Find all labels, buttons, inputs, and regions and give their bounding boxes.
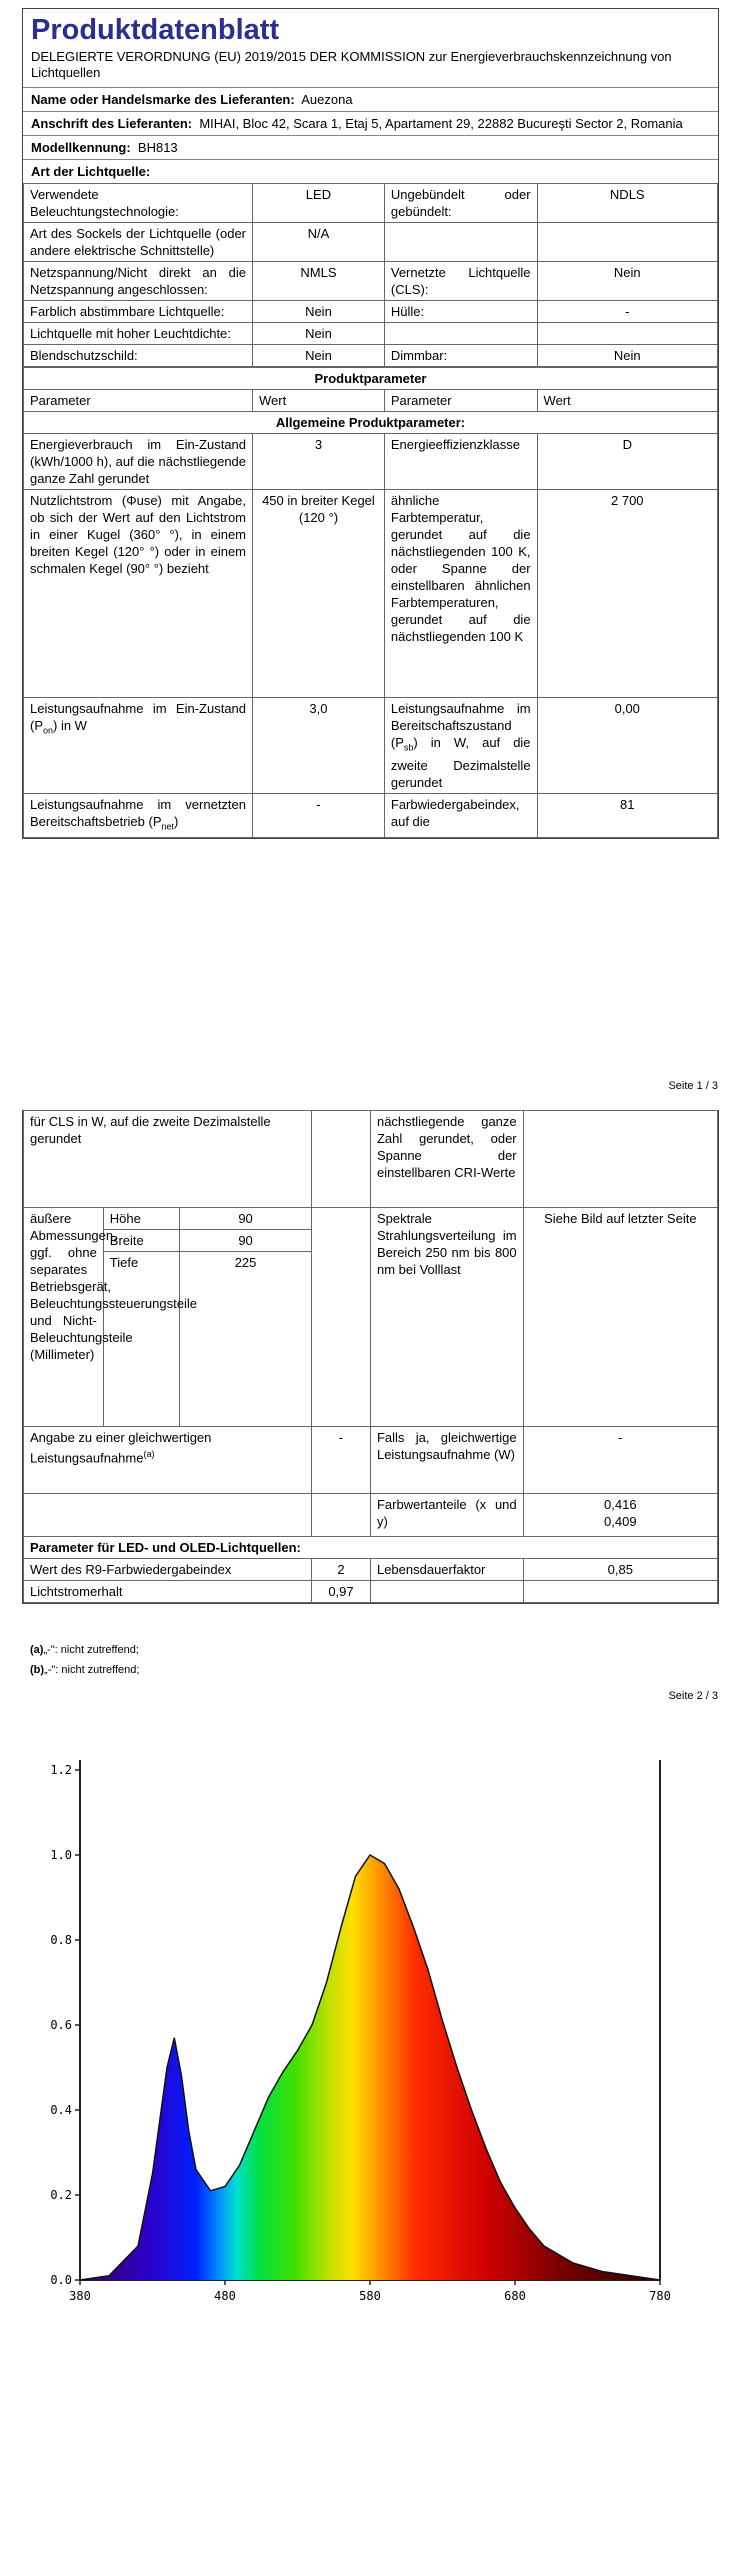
type-v1: Nein xyxy=(253,345,385,367)
params-heading: Produktparameter xyxy=(24,368,718,390)
empty-cell xyxy=(24,1494,312,1537)
r9-label: Wert des R9-Farbwiedergabeindex xyxy=(24,1559,312,1581)
type-v2 xyxy=(537,323,717,345)
pon-sub: on xyxy=(43,725,54,736)
footnote-b-mark: (b) xyxy=(30,1664,45,1676)
address-value: MIHAI, Bloc 42, Scara 1, Etaj 5, Apartament 29, 22882 Bucureşti Sector 2, Romania xyxy=(199,116,683,131)
pnet-sub: net xyxy=(161,821,175,832)
type-table xyxy=(23,183,718,367)
eclass-label: Energieeffizienzklasse xyxy=(384,434,537,490)
psb-label-end: ) in W, auf die zweite Dezimalstelle gerundet xyxy=(390,735,531,790)
type-l1: Farblich abstimmbare Lichtquelle: xyxy=(24,301,253,323)
type-row xyxy=(24,262,718,301)
type-v2: Nein xyxy=(537,345,717,367)
equiv-power-label: Falls ja, gleichwertige Leistungsaufnahme (W) xyxy=(370,1427,523,1494)
y-tick-label: 0.8 xyxy=(50,1933,72,1947)
general-heading: Allgemeine Produktparameter: xyxy=(24,412,718,434)
page-number-1: Seite 1 / 3 xyxy=(668,1080,718,1092)
col-value-1: Wert xyxy=(253,390,385,412)
led-heading: Parameter für LED- und OLED-Lichtquellen: xyxy=(24,1537,718,1559)
model-value: BH813 xyxy=(137,140,178,155)
psb-label xyxy=(384,698,537,794)
empty-cell xyxy=(523,1111,717,1208)
regulation-text: DELEGIERTE VERORDNUNG (EU) 2019/2015 DER KOMMISSION zur Energieverbrauchskennzeichnung von Lichtquellen xyxy=(31,49,672,80)
type-l1: Art des Sockels der Lichtquelle (oder andere elektrische Schnittstelle) xyxy=(24,223,253,262)
spectrum-chart xyxy=(40,1740,680,2340)
cri-value: 81 xyxy=(537,793,717,838)
equiv-label xyxy=(24,1427,312,1494)
pon-label xyxy=(24,698,253,794)
type-l1: Blendschutzschild: xyxy=(24,345,253,367)
cri-label: Farbwiedergabeindex, auf die xyxy=(384,793,537,838)
model-label: Modellkennung: xyxy=(31,140,131,155)
flux-label: Nutzlichtstrom (Φuse) mit Angabe, ob sich der Wert auf den Lichtstrom in einer Kugel (360° °), in einem breiten Kegel (120° °) oder in einem schmalen Kegel (90° °) bezieht xyxy=(24,490,253,698)
psb-value: 0,00 xyxy=(537,698,717,794)
r9-value: 2 xyxy=(311,1559,370,1581)
footnotes xyxy=(30,1640,139,1680)
y-tick-label: 0.4 xyxy=(50,2103,72,2117)
col-value-2: Wert xyxy=(537,390,717,412)
y-tick-label: 1.0 xyxy=(50,1848,72,1862)
pon-label-end: ) in W xyxy=(53,718,87,733)
chroma-x: 0,416 xyxy=(604,1497,637,1512)
width-label: Breite xyxy=(103,1230,179,1252)
col-param-1: Parameter xyxy=(24,390,253,412)
type-row xyxy=(24,223,718,262)
footnote-b xyxy=(30,1660,139,1680)
depth-label: Tiefe xyxy=(103,1252,179,1427)
spectral-label: Spektrale Strahlungsverteilung im Bereich 250 nm bis 800 nm bei Volllast xyxy=(370,1208,523,1427)
type-l1: Netzspannung/Nicht direkt an die Netzspannung angeschlossen: xyxy=(24,262,253,301)
supplier-row xyxy=(23,87,718,111)
cri-cont: nächstliegende ganze Zahl gerundet, oder Spanne der einstellbaren CRI-Werte xyxy=(370,1111,523,1208)
flux-value: 450 in breiter Kegel (120 °) xyxy=(253,490,385,698)
equiv-value: - xyxy=(311,1427,370,1494)
col-param-2: Parameter xyxy=(384,390,537,412)
energy-label: Energieverbrauch im Ein-Zustand (kWh/1000 h), auf die nächstliegende ganze Zahl gerundet xyxy=(24,434,253,490)
life-value: 0,85 xyxy=(523,1559,717,1581)
chroma-label: Farbwertanteile (x und y) xyxy=(370,1494,523,1537)
type-row xyxy=(24,301,718,323)
address-row xyxy=(23,111,718,135)
type-l1: Lichtquelle mit hoher Leuchtdichte: xyxy=(24,323,253,345)
chroma-values xyxy=(523,1494,717,1537)
type-v2: - xyxy=(537,301,717,323)
empty-cell xyxy=(311,1111,370,1208)
params-table-cont xyxy=(23,1110,718,1603)
dims-label: äußere Abmessungen, ggf. ohne separates Betriebsgerät, Beleuchtungssteuerungsteile und Nicht-Beleuchtungsteile (Millimeter) xyxy=(24,1208,104,1427)
page-number-2: Seite 2 / 3 xyxy=(668,1690,718,1702)
type-v2: NDLS xyxy=(537,184,717,223)
psb-label-text: Leistungsaufnahme im Bereitschaftszustand (P xyxy=(390,701,531,750)
flux-maint-value: 0,97 xyxy=(311,1581,370,1603)
x-tick-label: 580 xyxy=(359,2289,381,2303)
type-v1: NMLS xyxy=(253,262,385,301)
page-1 xyxy=(22,8,719,839)
empty-cell xyxy=(523,1581,717,1603)
type-l2 xyxy=(384,323,537,345)
x-tick-label: 480 xyxy=(214,2289,236,2303)
life-label: Lebensdauerfaktor xyxy=(370,1559,523,1581)
type-v1: LED xyxy=(253,184,385,223)
type-l2: Hülle: xyxy=(384,301,537,323)
pnet-label-text: Leistungsaufnahme im vernetzten Bereitschaftsbetrieb (P xyxy=(30,796,247,829)
type-l2: Ungebündelt oder gebündelt: xyxy=(384,184,537,223)
footnote-a xyxy=(30,1640,139,1660)
depth-value: 225 xyxy=(180,1252,312,1427)
flux-maint-label: Lichtstromerhalt xyxy=(24,1581,312,1603)
energy-value: 3 xyxy=(253,434,385,490)
type-l1: Verwendete Beleuchtungstechnologie: xyxy=(24,184,253,223)
type-v1: N/A xyxy=(253,223,385,262)
pon-label-text: Leistungsaufnahme im Ein-Zustand (P xyxy=(30,701,247,733)
address-label: Anschrift des Lieferanten: xyxy=(31,116,193,131)
type-l2: Dimmbar: xyxy=(384,345,537,367)
type-heading: Art der Lichtquelle: xyxy=(23,159,718,183)
type-v1: Nein xyxy=(253,323,385,345)
height-value: 90 xyxy=(180,1208,312,1230)
x-tick-label: 780 xyxy=(649,2289,671,2303)
chroma-y: 0,409 xyxy=(604,1514,637,1529)
type-v2 xyxy=(537,223,717,262)
pnet-label xyxy=(24,793,253,838)
type-l2: Vernetzte Lichtquelle (CLS): xyxy=(384,262,537,301)
height-label: Höhe xyxy=(103,1208,179,1230)
psb-sub: sb xyxy=(403,742,414,753)
equiv-sup: (a) xyxy=(143,1449,155,1459)
type-row xyxy=(24,323,718,345)
empty-cell xyxy=(311,1494,370,1537)
model-row xyxy=(23,135,718,159)
eclass-value: D xyxy=(537,434,717,490)
footnote-a-text: „-": nicht zutreffend; xyxy=(43,1644,139,1656)
y-tick-label: 0.6 xyxy=(50,2018,72,2032)
pnet-value: - xyxy=(253,793,385,838)
params-table xyxy=(23,367,718,838)
equiv-power-value: - xyxy=(523,1427,717,1494)
footnote-a-mark: (a) xyxy=(30,1644,44,1656)
type-v2: Nein xyxy=(537,262,717,301)
type-v1: Nein xyxy=(253,301,385,323)
x-tick-label: 680 xyxy=(504,2289,526,2303)
pnet-cont: für CLS in W, auf die zweite Dezimalstelle gerundet xyxy=(24,1111,312,1208)
equiv-label-text: Angabe zu einer gleichwertigen Leistungsaufnahme xyxy=(30,1430,212,1466)
cct-label: ähnliche Farbtemperatur, gerundet auf die nächstliegenden 100 K, oder Spanne der einstellbaren ähnlichen Farbtemperaturen, gerundet auf die nächstliegenden 100 K xyxy=(384,490,537,698)
pnet-label-end: ) xyxy=(174,813,179,829)
page-title: Produktdatenblatt xyxy=(31,14,280,46)
y-tick-label: 0.2 xyxy=(50,2188,72,2202)
type-row xyxy=(24,184,718,223)
x-tick-label: 380 xyxy=(69,2289,91,2303)
spectral-value: Siehe Bild auf letzter Seite xyxy=(523,1208,717,1427)
y-tick-label: 1.2 xyxy=(50,1763,72,1777)
type-row xyxy=(24,345,718,367)
supplier-label: Name oder Handelsmarke des Lieferanten: xyxy=(31,92,295,107)
cct-value: 2 700 xyxy=(537,490,717,698)
width-value: 90 xyxy=(180,1230,312,1252)
empty-cell xyxy=(311,1208,370,1427)
empty-cell xyxy=(370,1581,523,1603)
supplier-value: Auezona xyxy=(301,92,353,107)
pon-value: 3,0 xyxy=(253,698,385,794)
footnote-b-text: „-": nicht zutreffend; xyxy=(44,1664,140,1676)
type-l2 xyxy=(384,223,537,262)
page-2 xyxy=(22,1110,719,1604)
y-tick-label: 0.0 xyxy=(50,2273,72,2287)
